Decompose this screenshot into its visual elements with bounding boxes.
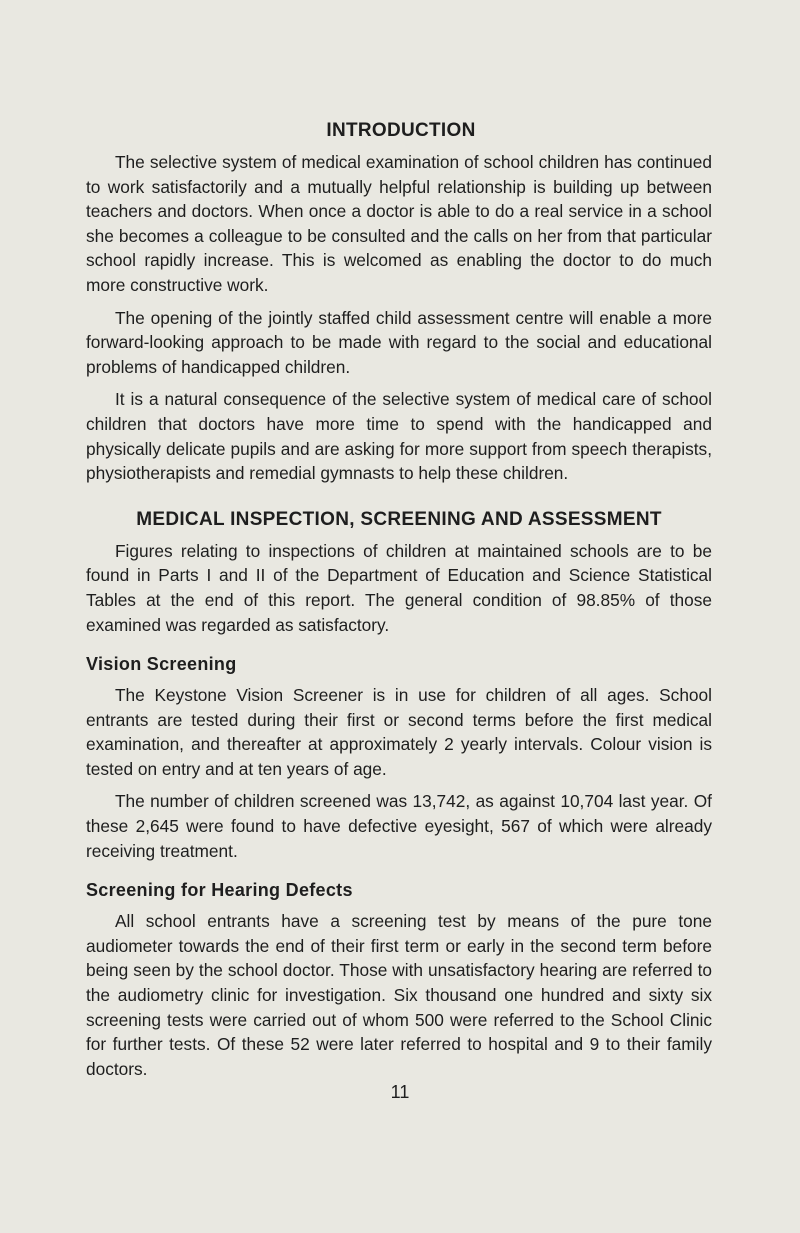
vision-screening-paragraph-2: The number of children screened was 13,742, as against 10,704 last year. Of these 2,645 were found to have defective eyesight, 567 of which were already receiving treatment. <box>86 791 712 861</box>
vision-screening-heading: Vision Screening <box>86 654 237 675</box>
introduction-paragraph-3: It is a natural consequence of the selective system of medical care of school children that doctors have more time to spend with the handicapped and physically delicate pupils and are asking for more support from speech therapists, physiotherapists and remedial gymnasts to help these children. <box>86 389 712 484</box>
hearing-screening-heading: Screening for Hearing Defects <box>86 880 353 901</box>
introduction-paragraph-1: The selective system of medical examination of school children has continued to work satisfactorily and a mutually helpful relationship is building up between teachers and doctors. When once a doctor is able to do a real service in a school she becomes a colleague to be consulted and the calls on her from that particular school rapidly increase. This is welcomed as enabling the doctor to do much more constructive work. <box>86 152 712 295</box>
introduction-heading: INTRODUCTION <box>326 120 476 141</box>
page-number: 11 <box>390 1082 410 1102</box>
medical-inspection-heading: MEDICAL INSPECTION, SCREENING AND ASSESSMENT <box>136 508 662 530</box>
hearing-screening-paragraph-1: All school entrants have a screening test by means of the pure tone audiometer towards the end of their first term or early in the second term before being seen by the school doctor. Those with unsatisfactory hearing are referred to the audiometry clinic for investigation. Six thousand one hundred and sixty six screening tests were carried out of whom 500 were referred to the School Clinic for further tests. Of these 52 were later referred to hospital and 9 to their family doctors. <box>86 911 712 1079</box>
vision-screening-paragraph-1: The Keystone Vision Screener is in use for children of all ages. School entrants are tested during their first or second terms before the first medical examination, and thereafter at approximately 2 yearly intervals. Colour vision is tested on entry and at ten years of age. <box>86 685 712 779</box>
introduction-paragraph-2: The opening of the jointly staffed child assessment centre will enable a more forward-looking approach to be made with regard to the social and educational problems of handicapped children. <box>86 307 712 377</box>
medical-inspection-paragraph-1: Figures relating to inspections of children at maintained schools are to be found in Parts I and II of the Department of Education and Science Statistical Tables at the end of this report. The general condition of 98.85% of those examined was regarded as satisfactory. <box>86 540 712 635</box>
